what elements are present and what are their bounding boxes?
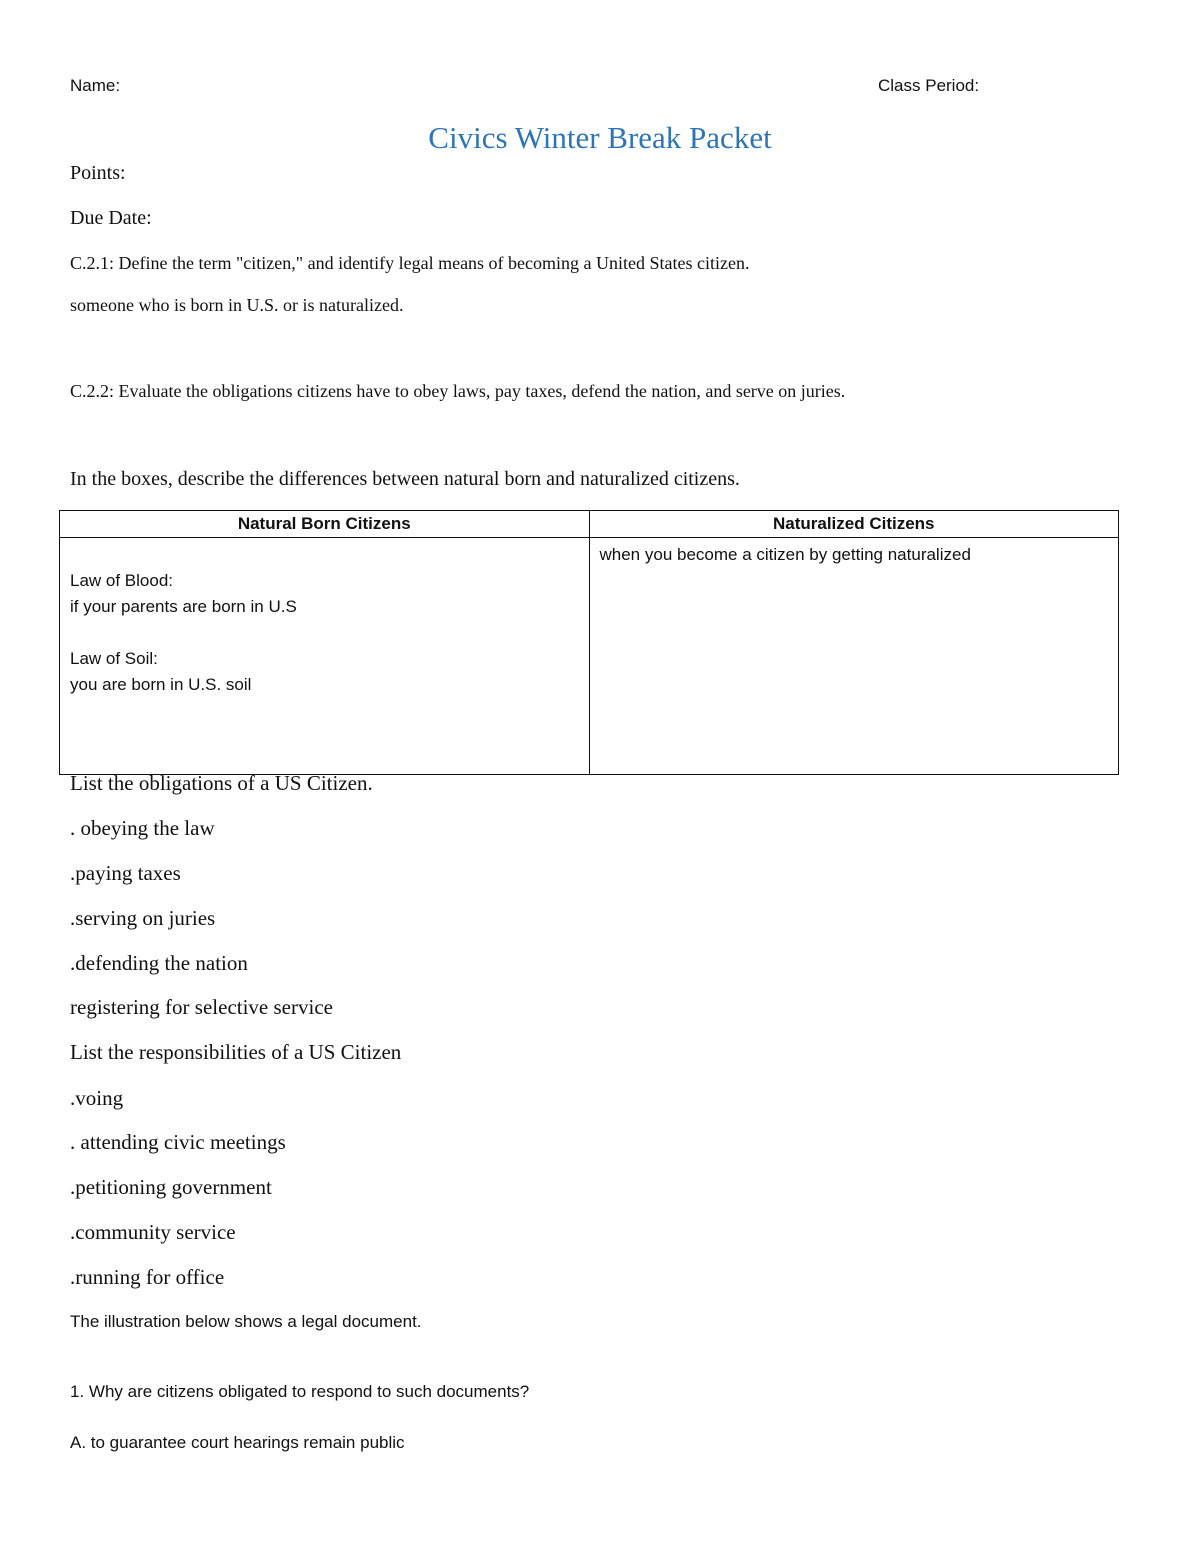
responsibilities-heading: List the responsibilities of a US Citizen <box>70 1040 402 1064</box>
list-item: .running for office <box>70 1265 225 1289</box>
table-header-row <box>60 511 1119 538</box>
law-of-soil-label: Law of Soil: <box>70 649 158 668</box>
list-item: .serving on juries <box>70 906 216 930</box>
list-item: .voing <box>70 1086 124 1110</box>
law-of-blood-label: Law of Blood: <box>70 571 174 590</box>
naturalized-text: when you become a citizen by getting naturalized <box>599 545 971 564</box>
list-item: .petitioning government <box>70 1175 272 1199</box>
list-item: .community service <box>70 1220 236 1244</box>
illustration-note: The illustration below shows a legal document. <box>70 1312 422 1331</box>
list-item: .defending the nation <box>70 951 248 975</box>
comparison-table <box>59 510 1119 775</box>
list-item: .paying taxes <box>70 861 181 885</box>
list-item: registering for selective service <box>70 995 333 1019</box>
natural-born-cell <box>60 538 590 775</box>
standard-c21-answer: someone who is born in U.S. or is naturalized. <box>70 295 404 315</box>
law-of-blood-text: if your parents are born in U.S <box>70 597 297 616</box>
list-item: . obeying the law <box>70 816 215 840</box>
list-item: . attending civic meetings <box>70 1130 286 1154</box>
header-naturalized: Naturalized Citizens <box>589 511 1119 538</box>
law-of-soil-text: you are born in U.S. soil <box>70 675 252 694</box>
due-date-label: Due Date: <box>70 207 152 229</box>
table-row <box>60 538 1119 775</box>
class-period-label: Class Period: <box>878 76 980 95</box>
points-label: Points: <box>70 162 126 184</box>
standard-c22: C.2.2: Evaluate the obligations citizens have to obey laws, pay taxes, defend the nation, and serve on juries. <box>70 381 846 401</box>
naturalized-cell <box>589 538 1119 775</box>
obligations-heading: List the obligations of a US Citizen. <box>70 771 373 795</box>
boxes-instruction: In the boxes, describe the differences between natural born and naturalized citizens. <box>70 468 740 490</box>
name-label: Name: <box>70 76 121 95</box>
standard-c21: C.2.1: Define the term "citizen," and identify legal means of becoming a United States citizen. <box>70 253 750 273</box>
question-text: 1. Why are citizens obligated to respond to such documents? <box>70 1382 530 1401</box>
page-title: Civics Winter Break Packet <box>428 120 772 155</box>
answer-option-a: A. to guarantee court hearings remain public <box>70 1433 405 1452</box>
header-natural-born: Natural Born Citizens <box>60 511 590 538</box>
